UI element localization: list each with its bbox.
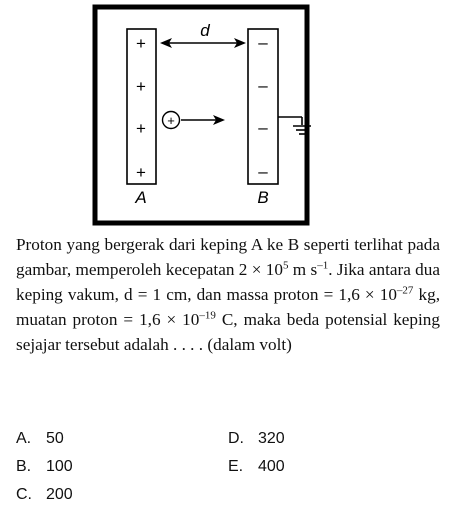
plate-a-label: A bbox=[135, 188, 147, 207]
plate-b-sign: – bbox=[258, 33, 268, 52]
question-text bbox=[16, 232, 440, 357]
question-exponent: –27 bbox=[396, 284, 414, 297]
option-e[interactable] bbox=[228, 458, 285, 476]
question-exponent: 5 bbox=[282, 259, 289, 272]
plate-b-sign: – bbox=[258, 76, 268, 95]
question-exponent: –1 bbox=[317, 259, 329, 272]
distance-label: d bbox=[200, 21, 210, 40]
question-part: kg, muatan proton = 1,6 × 10 bbox=[16, 285, 440, 329]
option-label: A. bbox=[16, 430, 32, 447]
question-part: Proton yang bergerak dari keping A ke B seperti terlihat pada gambar, memperoleh kecepatan 2 × 10 bbox=[16, 235, 440, 279]
option-value: 320 bbox=[258, 430, 285, 447]
option-label: E. bbox=[228, 458, 244, 475]
option-label: B. bbox=[16, 458, 32, 475]
plate-b bbox=[248, 29, 278, 184]
option-c[interactable] bbox=[16, 486, 73, 504]
option-value: 200 bbox=[46, 486, 73, 503]
question-part: C, maka beda potensial keping sejajar tersebut adalah . . . . (dalam volt) bbox=[16, 310, 440, 354]
question-part: m s bbox=[288, 260, 318, 279]
plate-b-label: B bbox=[257, 188, 269, 207]
option-a[interactable] bbox=[16, 430, 64, 448]
option-value: 50 bbox=[46, 430, 64, 447]
option-value: 400 bbox=[258, 458, 285, 475]
question-part: . Jika antara dua keping vakum, d = 1 cm, dan massa proton = 1,6 × 10 bbox=[16, 260, 440, 304]
option-label: C. bbox=[16, 486, 32, 503]
plate-a-sign: + bbox=[136, 163, 146, 182]
question-exponent: –19 bbox=[199, 309, 216, 322]
plate-a-sign: + bbox=[136, 119, 146, 138]
plate-b-sign: – bbox=[258, 162, 268, 181]
velocity-arrow bbox=[181, 115, 225, 125]
proton-sign: + bbox=[167, 113, 175, 128]
option-d[interactable] bbox=[228, 430, 285, 448]
option-label: D. bbox=[228, 430, 244, 447]
plate-a-sign: + bbox=[136, 34, 146, 53]
option-b[interactable] bbox=[16, 458, 73, 476]
capacitor-figure bbox=[0, 0, 454, 230]
plate-b-sign: – bbox=[258, 118, 268, 137]
plate-a-sign: + bbox=[136, 77, 146, 96]
option-value: 100 bbox=[46, 458, 73, 475]
